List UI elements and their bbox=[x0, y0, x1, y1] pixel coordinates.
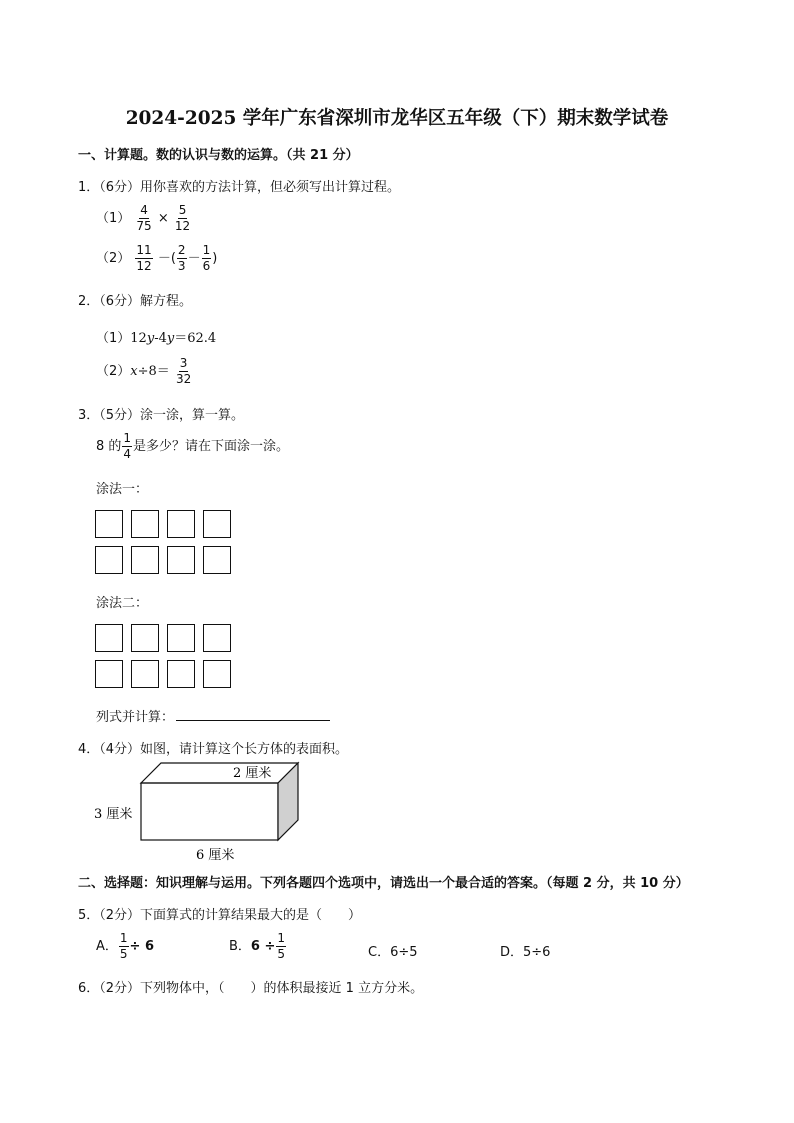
answer-line[interactable] bbox=[176, 720, 330, 721]
denominator: 4 bbox=[123, 447, 132, 461]
grid-square[interactable] bbox=[167, 624, 195, 652]
grid-square[interactable] bbox=[131, 660, 159, 688]
question-2-stem: 2．（6分）解方程。 bbox=[78, 294, 193, 309]
option-expr: 6 ÷ bbox=[250, 939, 276, 954]
grid-square[interactable] bbox=[131, 624, 159, 652]
method-1-label: 涂法一： bbox=[96, 482, 149, 497]
numerator: 1 bbox=[123, 431, 132, 445]
option-label: B． bbox=[229, 939, 251, 954]
grid-square[interactable] bbox=[167, 510, 195, 538]
page-title: 2024-2025 学年广东省深圳市龙华区五年级（下）期末数学试卷 bbox=[125, 108, 669, 129]
method-1-grid bbox=[95, 510, 231, 574]
fraction-1-6 bbox=[202, 244, 212, 273]
calc-label: 列式并计算： bbox=[96, 710, 175, 725]
grid-square[interactable] bbox=[95, 546, 123, 574]
operator: ÷8＝ bbox=[137, 364, 170, 379]
question-1-part-1 bbox=[96, 204, 192, 233]
equals: ＝62.4 bbox=[174, 331, 217, 346]
option-d[interactable]: D．5÷6 bbox=[500, 945, 551, 960]
grid-square[interactable] bbox=[95, 510, 123, 538]
grid-square[interactable] bbox=[167, 546, 195, 574]
close-paren: ) bbox=[212, 251, 218, 266]
numerator: 1 bbox=[277, 931, 286, 945]
fraction-4-75 bbox=[135, 204, 152, 233]
method-2-grid bbox=[95, 624, 231, 688]
denominator: 5 bbox=[277, 947, 286, 961]
numerator: 11 bbox=[136, 243, 152, 257]
fraction-1-4 bbox=[122, 432, 132, 461]
denominator: 6 bbox=[202, 259, 211, 273]
grid-square[interactable] bbox=[203, 546, 231, 574]
grid-square[interactable] bbox=[167, 660, 195, 688]
depth-label: 2 厘米 bbox=[233, 766, 272, 781]
fraction-2-3 bbox=[177, 244, 187, 273]
denominator: 5 bbox=[119, 947, 128, 961]
numerator: 5 bbox=[178, 203, 187, 217]
fraction-11-12 bbox=[135, 244, 152, 273]
option-b[interactable] bbox=[229, 932, 287, 961]
grid-square[interactable] bbox=[203, 510, 231, 538]
grid-square[interactable] bbox=[95, 624, 123, 652]
option-label: A． bbox=[96, 939, 118, 954]
option-c[interactable]: C．6÷5 bbox=[368, 945, 418, 960]
denominator: 3 bbox=[177, 259, 186, 273]
question-3-stem: 3．（5分）涂一涂，算一算。 bbox=[78, 408, 245, 423]
question-3-prompt bbox=[96, 432, 289, 461]
grid-square[interactable] bbox=[131, 510, 159, 538]
denominator: 75 bbox=[136, 219, 152, 233]
part-label: （1） bbox=[96, 331, 131, 346]
coef: -4 bbox=[154, 331, 167, 346]
grid-square[interactable] bbox=[95, 660, 123, 688]
option-a[interactable] bbox=[96, 932, 154, 961]
question-1-part-2 bbox=[96, 244, 217, 273]
variable: x bbox=[130, 364, 138, 379]
fraction-1-5 bbox=[119, 932, 129, 961]
denominator: 12 bbox=[174, 219, 191, 233]
operator: × bbox=[157, 211, 169, 226]
numerator: 3 bbox=[179, 356, 188, 370]
cuboid-side-face bbox=[278, 763, 298, 840]
grid-square[interactable] bbox=[203, 624, 231, 652]
coef: 12 bbox=[130, 331, 147, 346]
numerator: 1 bbox=[202, 243, 211, 257]
prompt-text: 8 的 bbox=[96, 439, 122, 454]
question-2-part-1 bbox=[96, 327, 216, 346]
numerator: 4 bbox=[140, 203, 148, 217]
cuboid-top-face bbox=[141, 763, 298, 783]
method-2-label: 涂法二： bbox=[96, 596, 149, 611]
length-label: 6 厘米 bbox=[196, 848, 235, 863]
question-4-stem: 4．（4分）如图，请计算这个长方体的表面积。 bbox=[78, 742, 349, 757]
fraction-3-32 bbox=[175, 357, 192, 386]
question-5-stem: 5．（2分）下面算式的计算结果最大的是（ ） bbox=[78, 908, 362, 923]
part-label: （2） bbox=[96, 251, 131, 266]
variable: y bbox=[146, 331, 155, 346]
option-expr: ÷ 6 bbox=[129, 939, 155, 954]
part-label: （1） bbox=[96, 211, 131, 226]
numerator: 2 bbox=[177, 243, 186, 257]
part-label: （2） bbox=[96, 364, 131, 379]
question-6-stem: 6．（2分）下列物体中，（ ）的体积最接近 1 立方分米。 bbox=[78, 981, 424, 996]
denominator: 12 bbox=[136, 259, 152, 273]
numerator: 1 bbox=[119, 931, 128, 945]
operator: － bbox=[187, 251, 201, 266]
grid-square[interactable] bbox=[203, 660, 231, 688]
operator: －( bbox=[157, 251, 176, 266]
denominator: 32 bbox=[175, 372, 192, 386]
section-2-heading: 二、选择题：知识理解与运用。下列各题四个选项中，请选出一个最合适的答案。（每题 2 分，共 10 分） bbox=[78, 876, 689, 891]
prompt-text: 是多少？请在下面涂一涂。 bbox=[133, 439, 290, 454]
height-label: 3 厘米 bbox=[94, 807, 133, 822]
question-1-stem: 1．（6分）用你喜欢的方法计算，但必须写出计算过程。 bbox=[78, 180, 401, 195]
variable: y bbox=[166, 331, 175, 346]
cuboid-figure bbox=[90, 758, 320, 866]
grid-square[interactable] bbox=[131, 546, 159, 574]
section-1-heading: 一、计算题。数的认识与数的运算。（共 21 分） bbox=[78, 148, 359, 163]
cuboid-front-face bbox=[141, 783, 278, 840]
fraction-5-12 bbox=[174, 204, 191, 233]
question-2-part-2 bbox=[96, 357, 193, 386]
fraction-1-5 bbox=[276, 932, 286, 961]
